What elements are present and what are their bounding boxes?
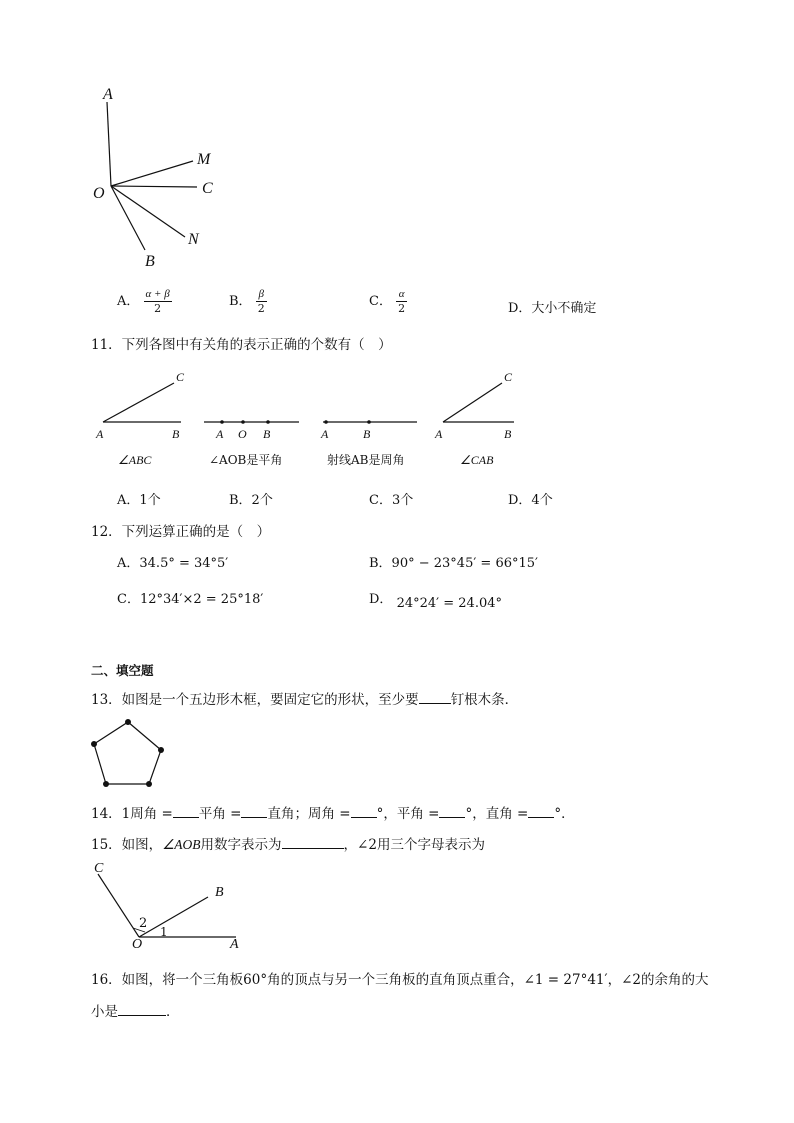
q11-option-a: A．1个 [117,493,161,508]
q11-fig3-caption: 射线AB是周角 [327,453,405,467]
q11-option-d: D．4个 [508,493,553,508]
q16-line2 [91,1000,180,1020]
q11-fig3-label-b: B [363,427,371,441]
q15-fig-label-c: C [94,861,104,876]
q11-fig3-label-a: A [321,427,329,441]
q14-part3: 直角；周角 = [267,806,351,822]
q11-option-c: C．3个 [369,493,414,508]
q11-fig4-label-a: A [435,427,443,441]
q10-option-c-label: C． [369,294,392,309]
q15-fig-label-o: O [132,937,143,952]
q15-text-pre: 15．如图， [91,837,163,853]
q11-fig4-label-c: C [504,370,513,384]
q16-line2-pre: 小是 [91,1004,118,1020]
q11-fig2-caption: ∠AOB是平角 [209,453,283,467]
q11-fig2-label-b: B [263,427,271,441]
q12-stem: 12．下列运算正确的是（ ） [91,524,271,540]
q10-option-d: D．大小不确定 [508,301,597,316]
q13-text-post: 钉根木条． [450,692,519,708]
q16-line1: 16．如图，将一个三角板60°角的顶点与另一个三角板的直角顶点重合，∠1 = 27°41′，∠2的余角的大 [91,972,709,988]
q14-part6: °． [554,806,575,822]
q11-fig1-label-a: A [96,427,104,441]
fig10-label-b: B [145,253,155,270]
q10-option-b-den: 2 [257,302,265,315]
section-heading-fill-blank: 二、填空题 [91,663,154,678]
q16-line2-post: ． [166,1004,180,1020]
q11-option-b: B．2个 [229,493,273,508]
q16-answer-blank [118,1003,166,1016]
q10-option-b-label: B． [229,294,252,309]
q15-fig-label-a: A [230,937,239,952]
q11-stem: 11．下列各图中有关角的表示正确的个数有（ ） [91,337,392,353]
q11-fig2-label-a: A [216,427,224,441]
q12-option-d-expr: 24°24′ = 24.04° [396,596,502,611]
q14-part5: °，直角 = [465,806,529,822]
q12-option-b: B．90° − 23°45′ = 66°15′ [369,556,538,571]
q10-option-c-num: α [396,288,407,302]
q12-option-d-label: D． [369,592,393,607]
q14-part2: 平角 = [198,806,242,822]
q11-fig4-label-b: B [504,427,512,441]
q12-option-a: A．34.5° = 34°5′ [117,556,229,571]
q10-option-b-num: β [256,288,267,302]
q15-fig-label-b: B [215,885,224,900]
q15-fig-label-2: 2 [139,916,148,931]
q10-option-a-label: A． [117,294,140,309]
q15-text-post: ，∠2用三个字母表示为 [343,837,485,853]
q11-fig2-label-o: O [238,427,247,441]
q15-angle-aob: ∠AOB [162,837,201,852]
q15-fig-label-1: 1 [160,925,168,939]
q10-option-a-den: 2 [154,302,162,315]
q14-part4: °，平角 = [376,806,440,822]
q11-fig4-caption: ∠CAB [460,453,494,467]
q12-option-c: C．12°34′×2 = 25°18′ [117,592,264,607]
fig10-label-m: M [197,151,211,168]
q14-part1: 14．1周角 = [91,806,173,822]
fig10-label-o: O [93,185,105,202]
q11-fig1-label-c: C [176,370,185,384]
fig10-label-n: N [188,231,199,248]
fig10-label-c: C [202,180,213,197]
q10-option-c-den: 2 [398,302,406,315]
fig10-label-a: A [103,86,113,103]
q11-fig1-label-b: B [172,427,180,441]
q13-text-pre: 13．如图是一个五边形木框，要固定它的形状，至少要 [91,692,419,708]
q11-fig1-caption: ∠ABC [118,453,152,467]
q15-text-mid: 用数字表示为 [200,837,282,853]
q10-option-a-num: α + β [145,288,170,300]
